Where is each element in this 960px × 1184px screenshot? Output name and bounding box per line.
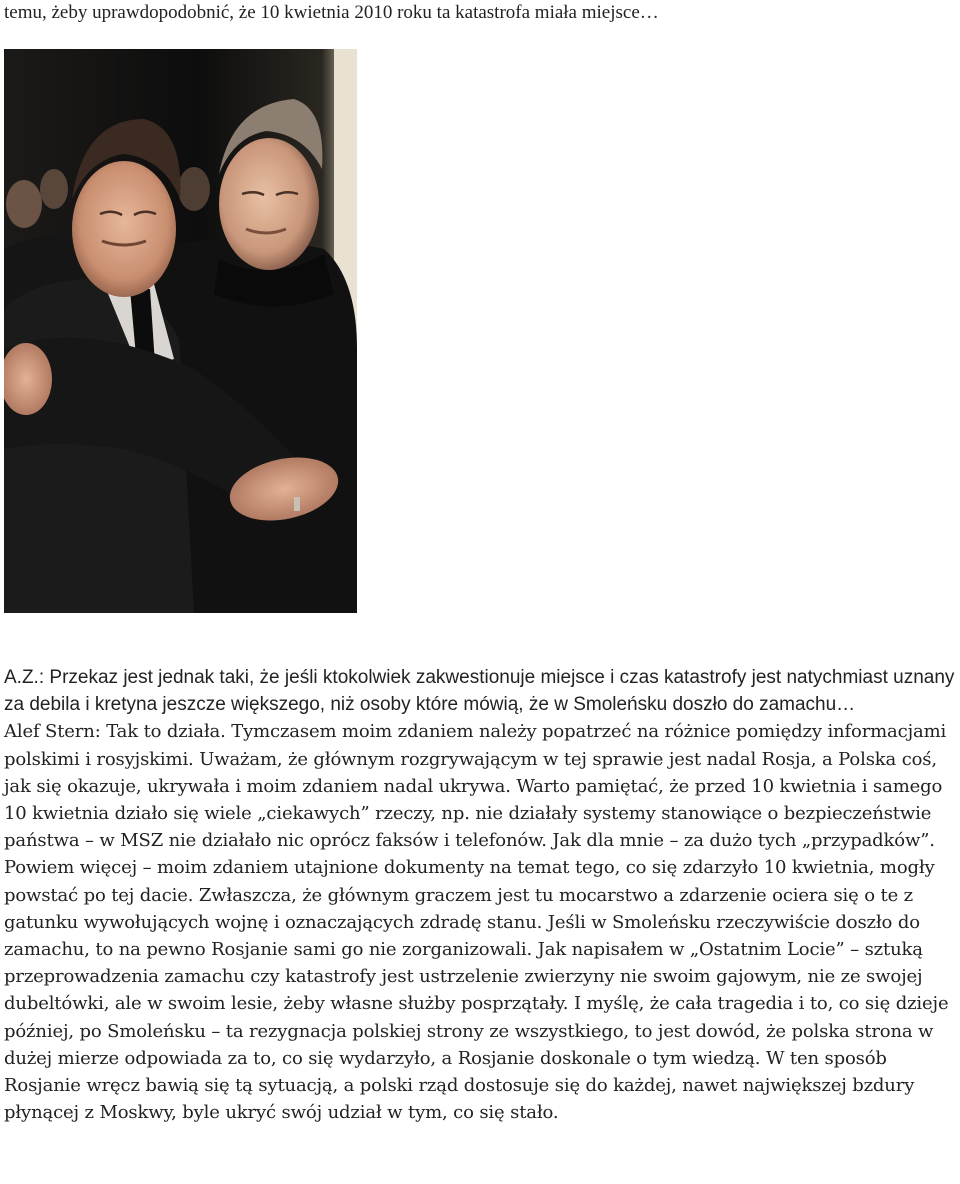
exchange-answer [4, 718, 960, 1126]
question-text: Przekaz jest jednak taki, że jeśli ktokolwiek zakwestionuje miejsce i czas katastrofy jest natychmiast uznany za debila i kretyna jeszcze większego, niż osoby które mówią, że w Smoleńsku doszło do zamachu… [4, 667, 955, 716]
article-photo [4, 49, 357, 613]
answer-text: Tak to działa. Tymczasem moim zdaniem należy popatrzeć na różnice pomiędzy informacjami polskimi i rosyjskimi. Uważam, że głównym rozgrywającym w tej sprawie jest nadal Rosja, a Polska coś, jak się okazuje, ukrywała i moim zdaniem nadal ukrywa. Warto pamiętać, że przed 10 kwietnia i samego 10 kwietnia działo się wiele „ciekawych” rzeczy, np. nie działały systemy stanowiące o bezpieczeństwie państwa – w MSZ nie działało nic oprócz faksów i telefonów. Jak dla mnie – za dużo tych „przypadków”. Powiem więcej – moim zdaniem utajnione dokumenty na temat tego, co się zdarzyło 10 kwietnia, mogły powstać po tej dacie. Zwłaszcza, że głównym graczem jest tu mocarstwo a zdarzenie ociera się o te z gatunku wywołujących wojnę i oznaczających zdradę stanu. Jeśli w Smoleńsku rzeczywiście doszło do zamachu, to na pewno Rosjanie sami go nie zorganizowali. Jak napisałem w „Ostatnim Locie” – sztuką przeprowadzenia zamachu czy katastrofy jest ustrzelenie zwierzyny nie swoim gajowym, nie ze swojej dubeltówki, ale w swoim lesie, żeby własne służby posprzątały. I myślę, że cała tragedia i to, co się dzieje później, po Smoleńsku – ta rezygnacja polskiej strony ze wszystkiego, to jest dowód, że polska strona w dużej mierze odpowiada za to, co się wydarzyło, a Rosjanie doskonale o tym wiedzą. W ten sposób Rosjanie wręcz bawią się tą sytuacją, a polski rząd dostosuje się do każdej, nawet największej bzdury płynącej z Moskwy, byle ukryć swój udział w tym, co się stało. [4, 721, 949, 1124]
intro-paragraph: temu, żeby uprawdopodobnić, że 10 kwietnia 2010 roku ta katastrofa miała miejsce… [4, 2, 659, 23]
speaker-label: Alef Stern [4, 721, 95, 743]
speaker-separator: : [38, 667, 50, 688]
speaker-label: A.Z. [4, 667, 39, 688]
interview-text [4, 664, 960, 1126]
exchange-question [4, 664, 960, 718]
speaker-separator: : [94, 721, 107, 743]
photo-two-men-embracing-icon [4, 49, 357, 613]
